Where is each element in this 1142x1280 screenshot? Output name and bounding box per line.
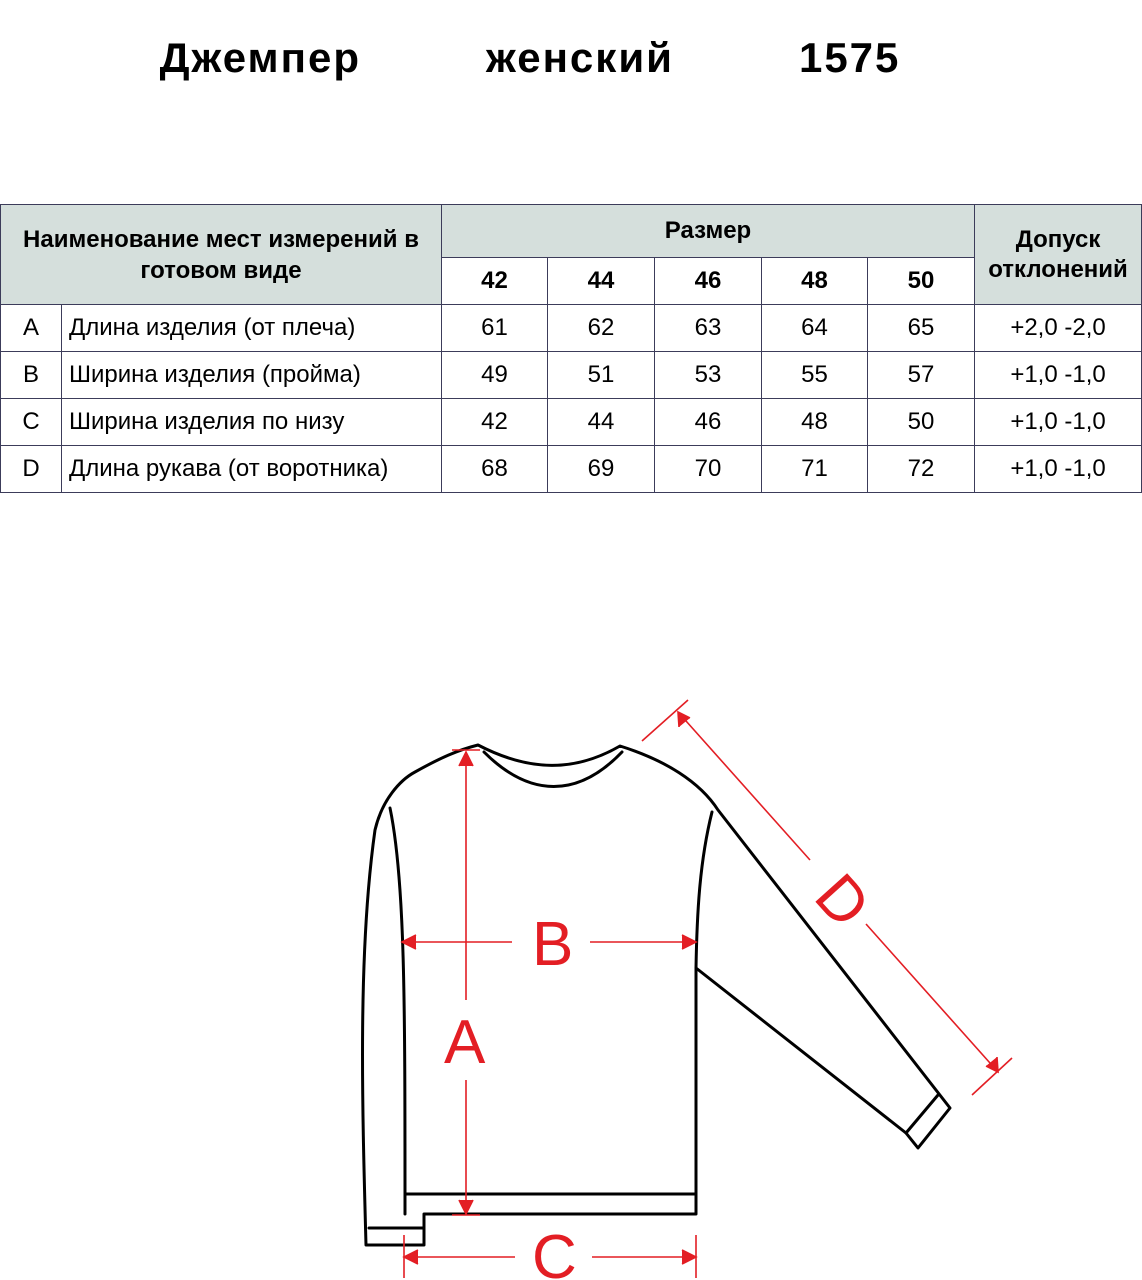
- row-value: 57: [868, 352, 975, 399]
- row-value: 70: [655, 446, 762, 493]
- measurement-labels: [444, 861, 883, 1280]
- measurement-lines: [402, 700, 1012, 1278]
- size-column-header: 50: [868, 258, 975, 305]
- row-measurement-name: Длина рукава (от воротника): [62, 446, 442, 493]
- measure-d-arrow-bottom: [986, 1057, 998, 1072]
- row-letter: A: [1, 305, 62, 352]
- measure-d-line-bottom: [866, 924, 998, 1072]
- measure-a-arrow-top: [459, 752, 473, 766]
- right-sleeve-seam: [696, 812, 712, 968]
- measurement-name-header: Наименование мест измерений в готовом виде: [1, 205, 442, 305]
- row-measurement-name: Ширина изделия (пройма): [62, 352, 442, 399]
- row-letter: D: [1, 446, 62, 493]
- row-value: 62: [548, 305, 655, 352]
- row-value: 46: [655, 399, 762, 446]
- label-d: D: [801, 861, 883, 941]
- measure-a-arrow-bottom: [459, 1200, 473, 1214]
- size-column-header: 42: [442, 258, 548, 305]
- row-value: 48: [762, 399, 868, 446]
- row-value: 63: [655, 305, 762, 352]
- row-value: 64: [762, 305, 868, 352]
- row-value: 55: [762, 352, 868, 399]
- label-c: C: [532, 1223, 577, 1280]
- size-column-header: 46: [655, 258, 762, 305]
- measure-b-arrow-right: [682, 935, 696, 949]
- row-tolerance: +2,0 -2,0: [975, 305, 1142, 352]
- row-value: 68: [442, 446, 548, 493]
- row-letter: B: [1, 352, 62, 399]
- measure-c-arrow-left: [404, 1250, 418, 1264]
- label-a: A: [444, 1008, 486, 1077]
- size-column-header: 48: [762, 258, 868, 305]
- row-value: 53: [655, 352, 762, 399]
- row-value: 61: [442, 305, 548, 352]
- row-value: 44: [548, 399, 655, 446]
- row-value: 69: [548, 446, 655, 493]
- row-value: 71: [762, 446, 868, 493]
- size-column-header: 44: [548, 258, 655, 305]
- left-sleeve-seam: [390, 808, 405, 1214]
- tolerance-header: Допуск отклонений: [975, 205, 1142, 305]
- row-tolerance: +1,0 -1,0: [975, 446, 1142, 493]
- sweater-outline: [363, 745, 950, 1245]
- measure-c-arrow-right: [682, 1250, 696, 1264]
- size-header: Размер: [442, 205, 975, 258]
- page-title: Джемпер женский 1575: [159, 34, 901, 81]
- row-measurement-name: Длина изделия (от плеча): [62, 305, 442, 352]
- row-value: 49: [442, 352, 548, 399]
- row-tolerance: +1,0 -1,0: [975, 352, 1142, 399]
- row-value: 65: [868, 305, 975, 352]
- row-letter: C: [1, 399, 62, 446]
- row-value: 72: [868, 446, 975, 493]
- row-value: 42: [442, 399, 548, 446]
- measure-d-arrow-top: [678, 712, 690, 727]
- row-tolerance: +1,0 -1,0: [975, 399, 1142, 446]
- row-value: 51: [548, 352, 655, 399]
- row-measurement-name: Ширина изделия по низу: [62, 399, 442, 446]
- garment-body-outline: [363, 745, 950, 1245]
- label-b: B: [532, 910, 574, 979]
- row-value: 50: [868, 399, 975, 446]
